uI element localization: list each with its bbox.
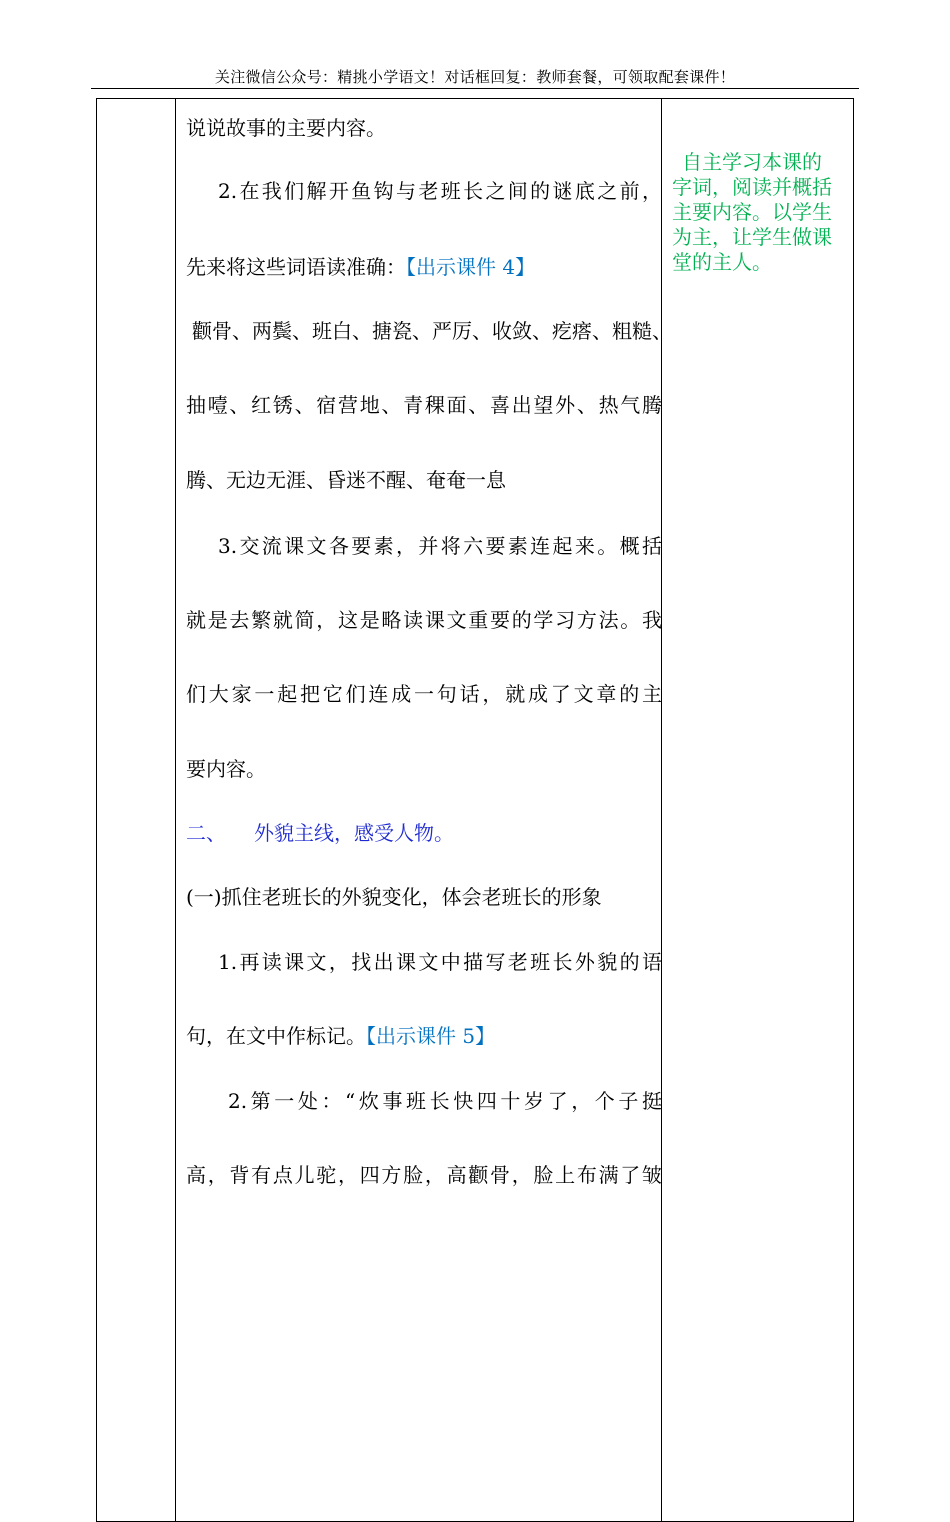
side-note-line: 自主学习本课的 [682, 150, 822, 174]
side-note-line: 为主，让学生做课 [672, 225, 832, 249]
content-line [186, 257, 662, 277]
content-line: 2.第一处：“炊事班长快四十岁了，个子挺 [228, 1089, 662, 1113]
lesson-table [96, 98, 854, 1522]
content-line [186, 1026, 662, 1046]
courseware-ref: 【出示课件 4】 [406, 255, 536, 279]
side-note-line: 主要内容。以学生 [672, 200, 832, 224]
content-line: 3.交流课文各要素，并将六要素连起来。概括 [218, 534, 662, 558]
design-intent-cell [672, 150, 852, 275]
content-line: 1.再读课文，找出课文中描写老班长外貌的语 [218, 950, 662, 974]
vocab-line: 颧骨、两鬓、班白、搪瓷、严厉、收敛、疙瘩、粗糙、 [192, 319, 672, 343]
content-text: 先来将这些词语读准确： [186, 255, 406, 279]
section-number: 二、 [186, 821, 226, 845]
header-rule [91, 88, 859, 89]
content-line: 高，背有点儿驼，四方脸，高颧骨，脸上布满了皱 [186, 1163, 662, 1187]
table-divider-2 [661, 98, 662, 1522]
section-heading [186, 823, 662, 843]
content-line: 就是去繁就简，这是略读课文重要的学习方法。我 [186, 608, 662, 632]
vocab-line: 腾、无边无涯、昏迷不醒、奄奄一息 [186, 468, 506, 492]
side-note-line: 字词，阅读并概括 [672, 175, 832, 199]
table-divider-1 [175, 98, 176, 1522]
page-header: 关注微信公众号：精挑小学语文！对话框回复：教师套餐，可领取配套课件！ [214, 68, 736, 86]
content-line: 们大家一起把它们连成一句话，就成了文章的主 [186, 682, 662, 706]
vocab-line: 抽噎、红锈、宿营地、青稞面、喜出望外、热气腾 [186, 393, 662, 417]
courseware-ref: 【出示课件 5】 [366, 1024, 496, 1048]
side-note-line: 堂的主人。 [672, 250, 772, 274]
section-title: 外貌主线，感受人物。 [254, 821, 454, 845]
content-line: 说说故事的主要内容。 [186, 116, 386, 140]
sub-heading: (一)抓住老班长的外貌变化，体会老班长的形象 [186, 885, 602, 909]
content-line: 要内容。 [186, 757, 266, 781]
content-line: 2.在我们解开鱼钩与老班长之间的谜底之前， [218, 179, 662, 203]
content-text: 句，在文中作标记。 [186, 1024, 366, 1048]
